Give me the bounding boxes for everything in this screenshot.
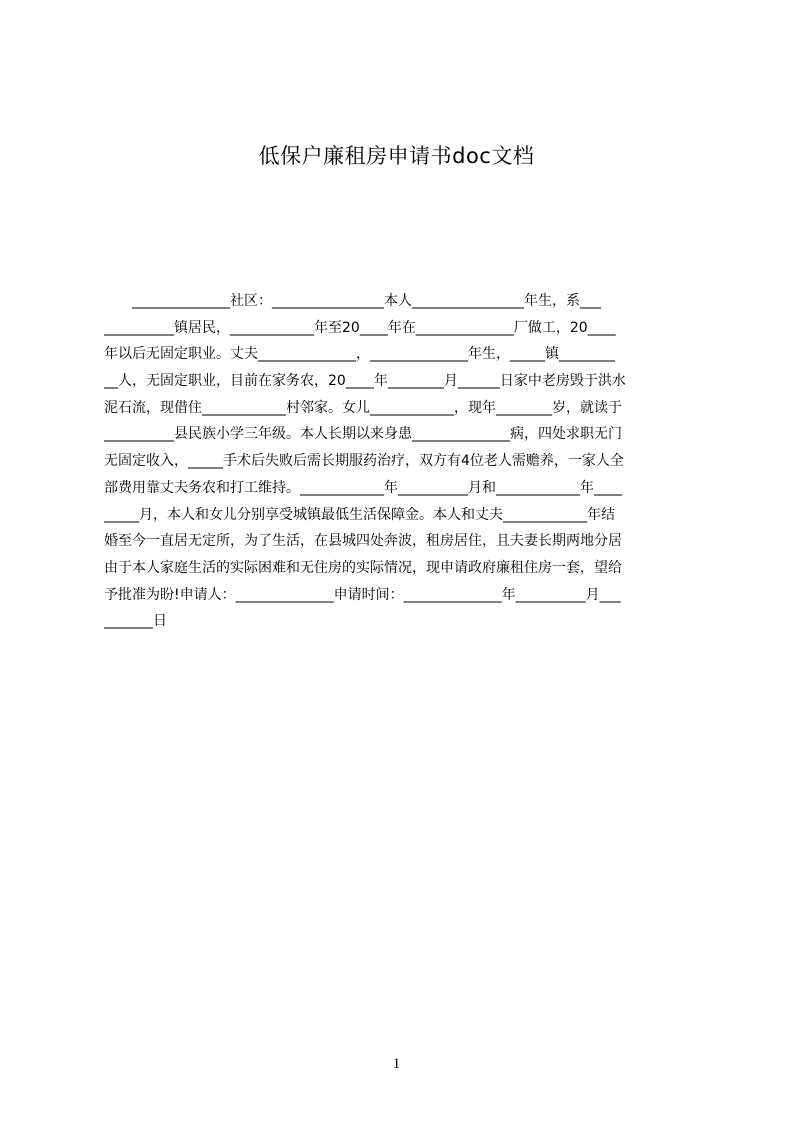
body-line: 婚至今一直居无定所，为了生活，在县城四处奔波，租房居住，且夫妻长期两地分居 xyxy=(104,533,622,550)
body-line: __________镇居民，____________年至20____年在______________厂做工，20____ xyxy=(104,319,616,336)
body-line: _____月，本人和女儿分别享受城镇最低生活保障金。本人和丈夫____________年结 xyxy=(104,506,615,523)
body-line: 年以后无固定职业。丈夫______________，______________年生，_____镇________ xyxy=(104,346,615,363)
body-line: __人，无固定职业，目前在家务农，20____年________月______日家中老房毁于洪水 xyxy=(104,373,626,390)
body-line: 部费用靠丈夫务农和打工维持。____________年__________月和____________年____ xyxy=(104,479,622,496)
body-line: 无固定收入，_____手术后失败后需长期服药治疗，双方有4位老人需赡养，一家人全 xyxy=(104,453,624,470)
body-line: ______________社区：________________本人________________年生，系___ xyxy=(104,293,601,309)
application-body xyxy=(104,288,698,635)
body-line: 予批准为盼!申请人：______________申请时间：______________年__________月___ xyxy=(104,586,621,603)
body-line: __________县民族小学三年级。本人长期以来身患______________病，四处求职无门 xyxy=(104,426,622,443)
body-line: 泥石流，现借住____________村邻家。女儿____________，现年________岁，就读于 xyxy=(104,399,622,416)
page-number: 1 xyxy=(392,1056,401,1072)
document-title: 低保户廉租房申请书doc文档 xyxy=(258,144,535,168)
body-line: _______日 xyxy=(104,613,167,630)
body-line: 由于本人家庭生活的实际困难和无住房的实际情况，现申请政府廉租住房一套，望给 xyxy=(104,559,622,576)
